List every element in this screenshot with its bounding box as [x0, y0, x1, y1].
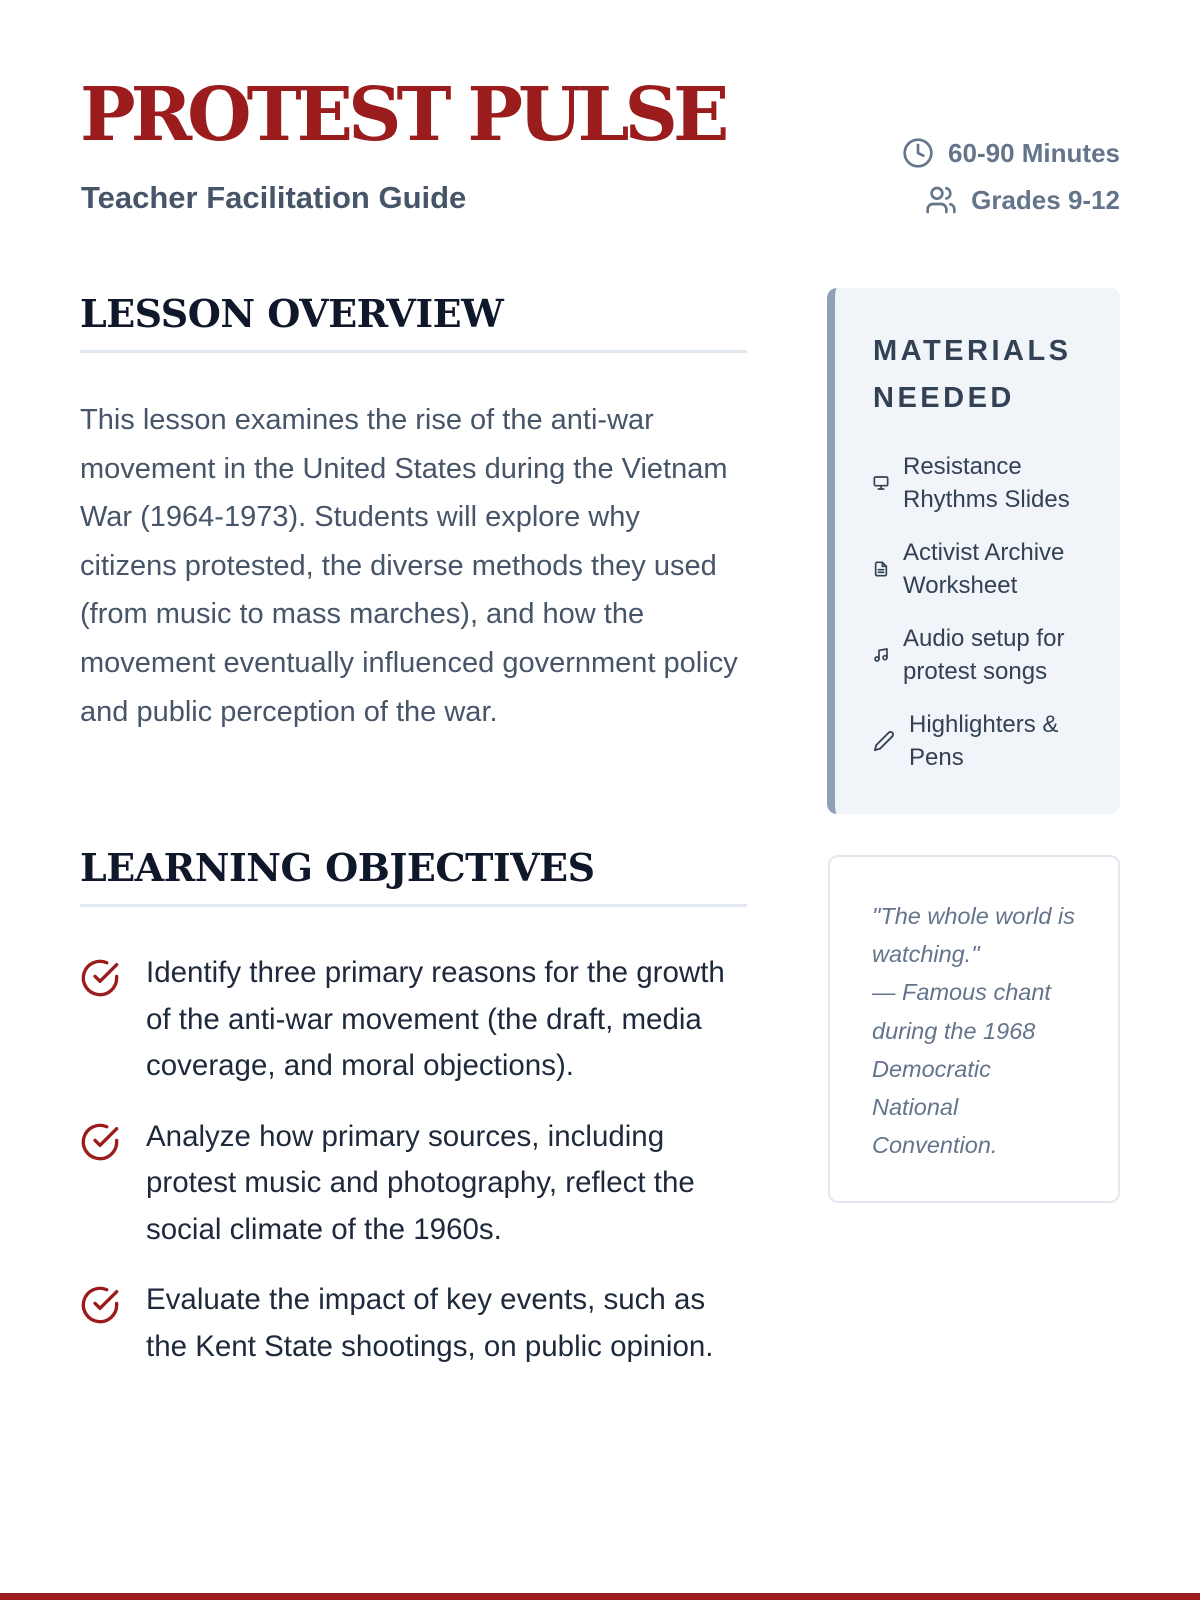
page-title: PROTEST PULSE: [80, 72, 725, 158]
objectives-heading: LEARNING OBJECTIVES: [80, 846, 747, 907]
quote-attribution: — Famous chant during the 1968 Democratic National Convention.: [872, 979, 1051, 1159]
music-note-icon: [873, 647, 889, 663]
material-item: [873, 450, 1100, 516]
quote-text: "The whole world is watching.": [872, 903, 1075, 968]
duration-meta: [902, 136, 1120, 170]
objective-item: [80, 1277, 752, 1370]
presentation-icon: [873, 475, 889, 491]
material-item: [873, 708, 1100, 774]
clock-icon: [902, 137, 934, 169]
objective-text: Identify three primary reasons for the growth of the anti-war movement (the draft, media coverage, and moral objections).: [146, 956, 725, 1082]
material-item: [873, 622, 1100, 688]
objectives-list: [80, 950, 752, 1394]
material-item: [873, 536, 1100, 602]
material-label: Activist Archive Worksheet: [903, 539, 1065, 599]
material-label: Highlighters & Pens: [909, 711, 1059, 771]
check-circle-icon: [80, 1285, 120, 1325]
objective-text: Evaluate the impact of key events, such as the Kent State shootings, on public opinion.: [146, 1283, 714, 1363]
materials-list: [873, 450, 1100, 774]
overview-text: This lesson examines the rise of the anti-war movement in the United States during the Vietnam War (1964-1973). Students will explore why citizens protested, the diverse methods they used (from music to mass marches), and how the movement eventually influenced government policy and public perception of the war.: [80, 404, 738, 728]
objective-item: [80, 1114, 752, 1254]
objective-text: Analyze how primary sources, including protest music and photography, reflect the social climate of the 1960s.: [146, 1119, 695, 1246]
document-icon: [873, 561, 889, 577]
quote-box: [828, 855, 1120, 1203]
grades-text: Grades 9-12: [971, 184, 1120, 215]
materials-title: MATERIALS NEEDED: [873, 335, 1072, 414]
check-circle-icon: [80, 958, 120, 998]
lesson-meta: [902, 136, 1120, 230]
check-circle-icon: [80, 1122, 120, 1162]
footer-bar: [0, 1593, 1200, 1600]
users-icon: [925, 184, 957, 216]
pencil-icon: [873, 730, 895, 752]
grades-meta: [902, 183, 1120, 217]
page-subtitle: Teacher Facilitation Guide: [81, 180, 467, 215]
material-label: Resistance Rhythms Slides: [903, 453, 1070, 513]
duration-text: 60-90 Minutes: [948, 137, 1120, 168]
objective-item: [80, 950, 752, 1090]
materials-panel: [827, 288, 1120, 814]
overview-heading: LESSON OVERVIEW: [80, 292, 747, 353]
material-label: Audio setup for protest songs: [903, 625, 1065, 685]
